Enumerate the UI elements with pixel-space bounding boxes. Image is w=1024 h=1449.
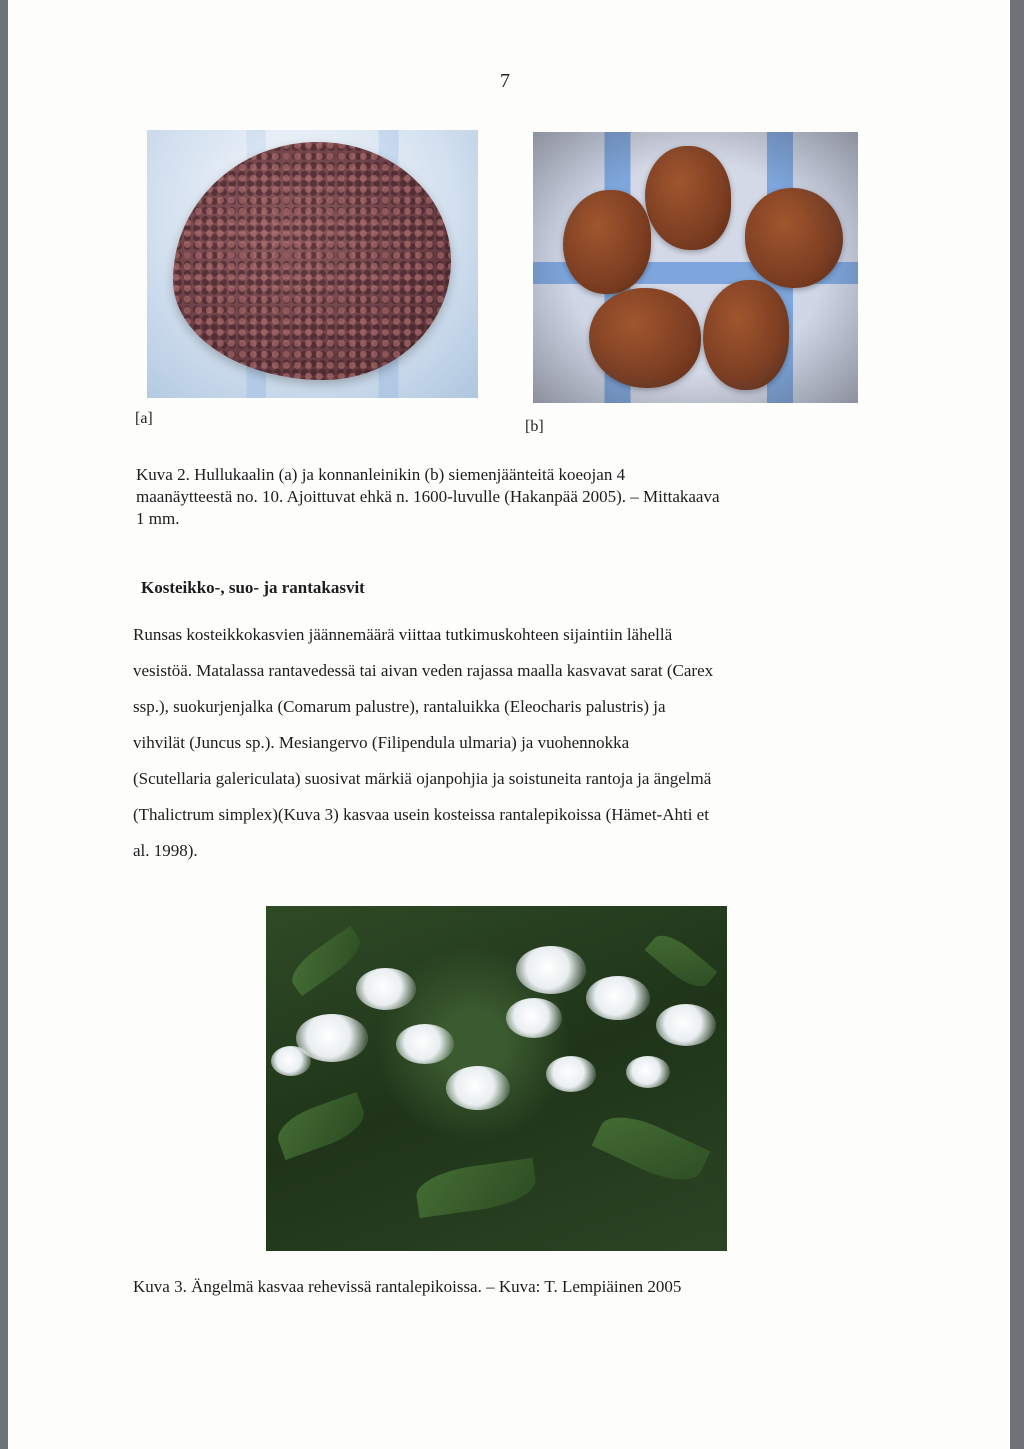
paragraph-line: al. 1998). <box>133 841 198 860</box>
figure-label-b: [b] <box>525 418 544 435</box>
seed-remnant-b <box>645 146 731 250</box>
leaf <box>592 1105 711 1192</box>
figure-3-caption: Kuva 3. Ängelmä kasvaa rehevissä rantalepikoissa. – Kuva: T. Lempiäinen 2005 <box>133 1277 682 1296</box>
seed-remnant-b <box>745 188 843 288</box>
figure-2-caption-line-2: maanäytteestä no. 10. Ajoittuvat ehkä n. 1600-luvulle (Hakanpää 2005). – Mittakaava <box>136 487 720 506</box>
figure-label-a: [a] <box>135 410 153 427</box>
flower-cluster <box>271 1046 311 1076</box>
figure-2-caption-line-3: 1 mm. <box>136 509 180 528</box>
flower-cluster <box>546 1056 596 1092</box>
flower-cluster <box>626 1056 670 1088</box>
leaf <box>645 927 718 995</box>
paragraph-line: (Scutellaria galericulata) suosivat märkiä ojanpohjia ja soistuneita rantoja ja ängelmä <box>133 769 712 788</box>
section-heading: Kosteikko-, suo- ja rantakasvit <box>141 578 365 597</box>
meadow-rue-photo <box>266 906 727 1251</box>
figure-2-caption-line-1: Kuva 2. Hullukaalin (a) ja konnanleinikin (b) siemenjäänteitä koeojan 4 <box>136 465 626 484</box>
page-number: 7 <box>500 70 510 92</box>
document-page <box>8 0 1010 1449</box>
leaf <box>414 1158 539 1218</box>
flower-cluster <box>396 1024 454 1064</box>
seed-photo-a <box>147 130 478 398</box>
paragraph-line: vihvilät (Juncus sp.). Mesiangervo (Filipendula ulmaria) ja vuohennokka <box>133 733 630 752</box>
paragraph-line: vesistöä. Matalassa rantavedessä tai aivan veden rajassa maalla kasvavat sarat (Carex <box>133 661 714 680</box>
paragraph-line: ssp.), suokurjenjalka (Comarum palustre), rantaluikka (Eleocharis palustris) ja <box>133 697 666 716</box>
paragraph-line: Runsas kosteikkokasvien jäännemäärä viittaa tutkimuskohteen sijaintiin lähellä <box>133 625 673 644</box>
flower-cluster <box>506 998 562 1038</box>
flower-cluster <box>356 968 416 1010</box>
seed-photo-b <box>533 132 858 403</box>
leaf <box>272 1092 370 1160</box>
leaf <box>285 926 368 996</box>
flower-cluster <box>586 976 650 1020</box>
seed-remnant-b <box>703 280 789 390</box>
paragraph-line: (Thalictrum simplex)(Kuva 3) kasvaa usein kosteissa rantalepikoissa (Hämet-Ahti et <box>133 805 709 824</box>
flower-cluster <box>516 946 586 994</box>
flower-cluster <box>446 1066 510 1110</box>
seed-remnant-a <box>173 142 451 380</box>
seed-remnant-b <box>589 288 701 388</box>
flower-cluster <box>656 1004 716 1046</box>
seed-remnant-b <box>563 190 651 294</box>
